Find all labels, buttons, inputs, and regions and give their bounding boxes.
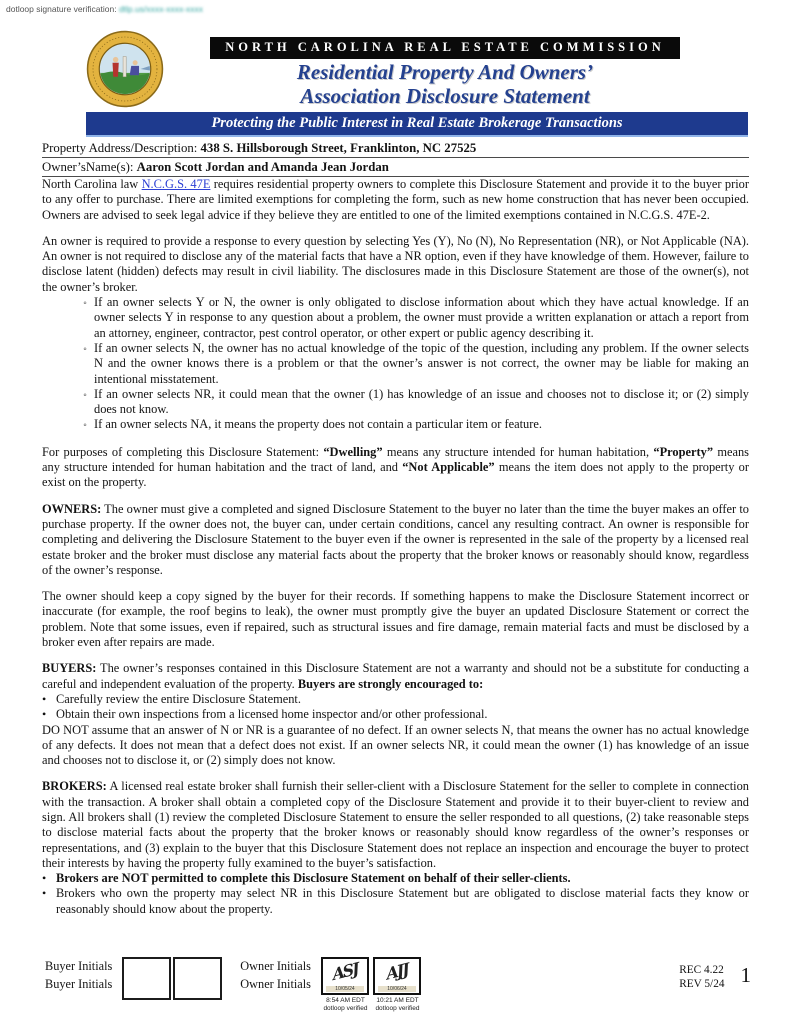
list-item: [76, 295, 749, 341]
bullet-icon: ◦: [83, 298, 87, 310]
definitions-paragraph: [42, 445, 749, 491]
list-item: [76, 417, 749, 433]
list-item: [42, 886, 749, 917]
rec-number: REC 4.22: [679, 964, 724, 976]
buyer-initials-label: Buyer Initials: [45, 959, 113, 973]
owner-initials-stamp-1: [321, 957, 370, 1012]
bullet-text: [56, 871, 749, 886]
buyers-heading: BUYERS:: [42, 661, 97, 676]
initials-stamp-box[interactable]: [373, 957, 421, 995]
form-fields: [42, 141, 749, 179]
stamp-date: 10/06/24: [378, 986, 416, 992]
verification-strip: [6, 4, 203, 14]
bullet-text: If an owner selects NA, it means the property does not contain a particular item or feature.: [94, 417, 542, 432]
intro-text-after-link: requires residential property owners to complete this Disclosure Statement and provide it to the buyer prior to any offer to purchase. There are limited exemptions for completing the form, such as new home construction that has never been occupied. Owners are advised to seek legal advice if they believe they are entitled to one of the limited exemptions contained in N.C.G.S. 47E-2.: [42, 177, 749, 222]
rev-number: REV 5/24: [679, 978, 725, 990]
title-line-1: Residential Property And Owners’: [296, 60, 594, 84]
bullet-icon: •: [42, 691, 47, 706]
verification-link[interactable]: dtlp.us/xxxx-xxxx-xxxx: [118, 4, 204, 14]
owner-initials-stamp-2: [373, 957, 422, 1012]
owner-name-row: [42, 160, 749, 177]
buyer-initials-boxes: [122, 957, 224, 1000]
response-options-list: [42, 295, 749, 434]
bullet-text: If an owner selects N, the owner has no actual knowledge of the topic of the question, including any problem. If the owner selects N and the owner knows there is a problem or that the owner’s answer is not correct, the owner may be liable for making an intentional misstatement.: [94, 340, 749, 386]
property-address-label: Property Address/Description:: [42, 141, 198, 155]
bullet-icon: ◦: [83, 389, 87, 401]
intro-paragraph: [42, 177, 749, 223]
list-item: [42, 707, 749, 722]
buyers-encouraged-text: Buyers are strongly encouraged to:: [297, 676, 484, 691]
form-revision-block: [679, 963, 724, 991]
page-number: 1: [740, 963, 751, 987]
bullet-icon: •: [42, 707, 47, 722]
brokers-paragraph: [42, 779, 749, 871]
stamp-verified-label: dotloop verified: [375, 1004, 420, 1012]
brokers-heading: BROKERS:: [42, 779, 107, 794]
owners-paragraph: [42, 502, 749, 578]
document-body: [42, 177, 749, 917]
initials-footer: [45, 957, 751, 1012]
property-term: “Property”: [653, 444, 714, 459]
buyer-initials-label: Buyer Initials: [45, 977, 113, 991]
buyers-text: The owner’s responses contained in this Disclosure Statement are not a warranty and should not be a substitute for conducting a careful and independent evaluation of the property.: [42, 661, 749, 691]
bullet-text: If an owner selects Y or N, the owner is only obligated to disclose information about which they have actual knowledge. If an owner selects Y in response to any question about a problem, the owner must provide a written explanation or attach a report from an attorney, engineer, contractor, pest control operator, or other expert or public agency describing it.: [94, 295, 749, 340]
initials-stamp-box[interactable]: [321, 957, 369, 995]
intro-text-before-link: North Carolina law: [42, 177, 142, 191]
stamp-time: 10:21 AM EDT: [376, 997, 419, 1004]
owner-initials-label: Owner Initials: [240, 977, 311, 991]
owners-heading: OWNERS:: [42, 501, 102, 516]
brokers-not-permitted-text: Brokers are NOT permitted to complete this Disclosure Statement on behalf of their seller-clients.: [56, 871, 571, 886]
bullet-icon: •: [42, 886, 47, 901]
page-title: [170, 60, 720, 108]
bullet-text: Brokers who own the property may select NR in this Disclosure Statement but are obligated to disclose material facts they know or reasonably should know about the property.: [56, 886, 749, 916]
bullet-icon: ◦: [83, 343, 87, 355]
stamp-verified-label: dotloop verified: [323, 1004, 368, 1012]
owner-initials-label: Owner Initials: [240, 959, 311, 973]
title-line-2: Association Disclosure Statement: [300, 84, 590, 108]
bullet-text: Carefully review the entire Disclosure Statement.: [56, 691, 301, 706]
do-not-assume-paragraph: DO NOT assume that an answer of N or NR is a guarantee of no defect. If an owner selects N, that means the owner has no actual knowledge of any defects. It does not mean that a defect does not exist. If an owner selects NR, it could mean the owner (1) has knowledge of an issue and chooses not to disclose it, or (2) simply does not know.: [42, 722, 749, 768]
ncgs-47e-link[interactable]: N.C.G.S. 47E: [141, 177, 211, 191]
bullet-icon: •: [42, 871, 47, 886]
tagline-banner: Protecting the Public Interest in Real Estate Brokerage Transactions: [86, 112, 748, 137]
owner-name-label: Owner’sName(s):: [42, 160, 134, 174]
definitions-text: For purposes of completing this Disclosure Statement:: [42, 444, 324, 459]
list-item: [42, 871, 749, 886]
list-item: [76, 387, 749, 418]
stamp-time: 8:54 AM EDT: [326, 997, 365, 1004]
verification-label: dotloop signature verification:: [6, 4, 117, 14]
nc-state-seal-icon: [86, 30, 164, 108]
bullet-icon: ◦: [83, 420, 87, 432]
brokers-text: A licensed real estate broker shall furnish their seller-client with a Disclosure Statement for the seller to complete in connection with the transaction. A broker shall obtain a completed copy of the Disclosure Statement and provide it to their buyer-client to review and sign. All brokers shall (1) review the completed Disclosure Statement to ensure the seller responded to all questions, (2) take reasonable steps to disclose material facts about the property that the broker knows or reasonably should know regardless of the owner’s responses or representations, and (3) explain to the buyer that this Disclosure Statement does not replace an inspection and encourage the buyer to protect their interests by having the property fully examined to the buyer’s satisfaction.: [42, 779, 749, 870]
response-options-paragraph: An owner is required to provide a response to every question by selecting Yes (Y), No (N), No Representation (NR), or Not Applicable (NA). An owner is not required to disclose any of the material facts that have a NR option, even if they have knowledge of them. However, failure to disclose latent (hidden) defects may result in civil liability. The disclosures made in this Disclosure Statement are those of the owner(s), not the owner’s broker.: [42, 233, 749, 294]
definitions-text: means the item does not apply to the property or exist on the property.: [42, 460, 749, 490]
owner-initials-signature: AJJ: [385, 959, 409, 984]
owners-text: The owner must give a completed and signed Disclosure Statement to the buyer no later than the time the buyer makes an offer to purchase property. If the owner does not, the buyer can, under certain conditions, cancel any resulting contract. An owner is responsible for completing and delivering the Disclosure Statement to the buyer even if the owner is represented in the sale of the property by a licensed real estate broker and the broker must disclose any material facts about the property that the broker knows or reasonably should know, regardless of the owner’s response.: [42, 501, 749, 577]
list-item: [42, 692, 749, 707]
stamp-date: 10/05/24: [326, 986, 364, 992]
buyers-paragraph: [42, 661, 749, 692]
keep-copy-paragraph: The owner should keep a copy signed by the buyer for their records. If something happens to make the Disclosure Statement incorrect or inaccurate (for example, the roof begins to leak), the owner must promptly give the buyer an updated Disclosure Statement or correct the problem. Note that some issues, even if repaired, such as structural issues and fire damage, remain material facts and must be disclosed by a broker even after repairs are made.: [42, 589, 749, 650]
dwelling-term: “Dwelling”: [323, 444, 383, 459]
bullet-text: Obtain their own inspections from a licensed home inspector and/or other professional.: [56, 707, 488, 722]
list-item: [76, 341, 749, 387]
buyer-initials-box-1[interactable]: [122, 957, 171, 1000]
property-address-row: [42, 141, 749, 158]
owner-initials-signature: ASJ: [331, 958, 359, 985]
property-address-value[interactable]: 438 S. Hillsborough Street, Franklinton, NC 27525: [200, 141, 477, 155]
commission-bar: NORTH CAROLINA REAL ESTATE COMMISSION: [210, 37, 680, 59]
definitions-text: means any structure intended for human habitation,: [382, 444, 654, 459]
bullet-text: If an owner selects NR, it could mean that the owner (1) has knowledge of an issue and chooses not to disclose it; or (2) simply does not know.: [94, 386, 749, 417]
owner-initials-labels: [240, 957, 311, 993]
definitions-text: means any structure intended for human habitation and the tract of land, and: [42, 444, 749, 475]
buyer-initials-labels: [45, 957, 112, 993]
buyer-initials-box-2[interactable]: [173, 957, 222, 1000]
owner-name-value[interactable]: Aaron Scott Jordan and Amanda Jean Jordan: [136, 160, 389, 174]
not-applicable-term: “Not Applicable”: [402, 460, 495, 475]
